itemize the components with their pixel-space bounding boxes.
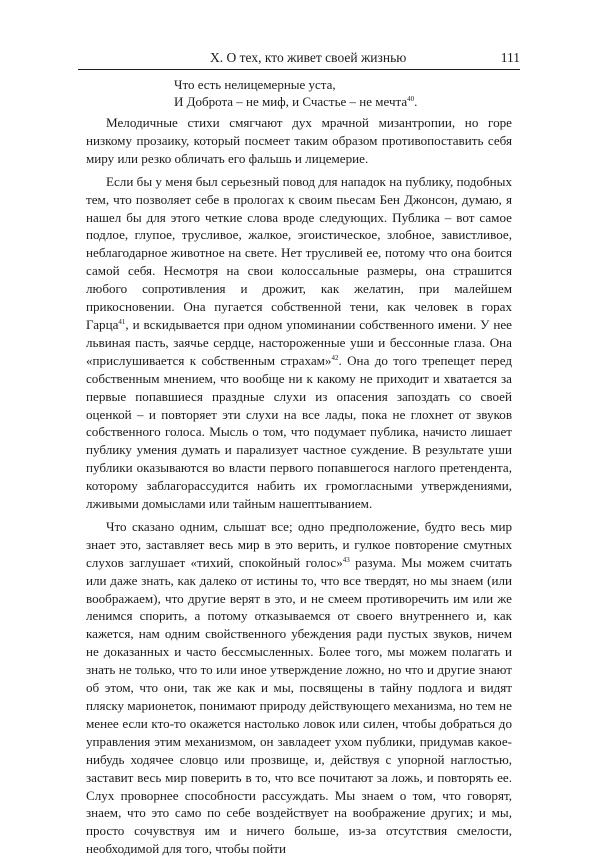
footnote-ref-42: 42 [331,353,339,362]
paragraph-2 [86,173,512,513]
running-header [78,50,520,70]
epigraph-line-2-text: И Доброта – не миф, и Счастье – не мечта [174,94,408,109]
paragraph-3-part-1: Что сказано одним, слышат все; одно предположение, будто весь мир знает это, заставляет весь мир в это верить, и гулкое повторение смутных слухов заглушает «тихий, спокойный голос» [86,518,512,570]
footnote-ref-40: 40 [407,95,415,103]
footnote-ref-43: 43 [342,555,350,564]
epigraph [174,76,417,110]
paragraph-2-part-3: . Она до того трепещет перед собственным мнением, что вообще ни к какому не приходит и хватается за первые попавшиеся праздные слухи из опасения запоздать со своей оценкой – и повторяет эти слухи на все лады, пока не глохнет от звуков собственного голоса. Мысль о том, что подумает публика, начисто лишает публику умения думать и парализует частное суждение. В результате уши публики оказываются во власти первого попавшегося наглого претендента, которому заблагорассудится набить их громогласными утверждениями, лживыми домыслами или тайным нашептыванием. [86,352,512,512]
paragraph-3-part-2: разума. Мы можем считать или даже знать, как далеко от истины то, что все твердят, но мы знаем (или воображаем), что другие верят в это, и не смеем противоречить им или же ленимся спорить, а потому отказываемся от своего внутреннего и, как кажется, нам одним свойственного убеждения ради пустых звуков, ничем не доказанных и часто бессмысленных. Более того, мы можем полагать и знать не только, что то или иное утверждение ложно, но что и другие знают об этом, что они, так же как и мы, посвящены в тайну подлога и видят пляску марионеток, понимают природу действующего механизма, но тем не менее если кто-то окажется настолько ловок или силен, чтобы добраться до управления этим механизмом, он завладеет ухом публики, придумав какое-нибудь ходячее словцо или прозвище, и, действуя с упорной наглостью, заставит весь мир поверить в то, что все почитают за ложь, и повторять ее. Слух проворнее способности рассуждать. Мы знаем о том, что говорят, знаем, что это само по себе воздействует на воображение других; и мы, просто сочувствуя им и ничего больше, из-за отсутствия смелости, необходимой для того, чтобы пойти [86,554,512,857]
body-text [86,114,512,858]
chapter-title: X. О тех, кто живет своей жизнью [210,50,407,65]
header-rule [78,69,520,70]
footnote-ref-41: 41 [118,317,126,326]
paragraph-1: Мелодичные стихи смягчают дух мрачной мизантропии, но горе низкому прозаику, который посмеет таким образом противопоставить себя миру или резко обличать его фальшь и лицемерие. [86,115,512,166]
epigraph-line-2: И Доброта – не миф, и Счастье – не мечта$^{40}$. [174,94,418,109]
paragraph-2-part-1: Если бы у меня был серьезный повод для нападок на публику, подобных тем, что позволяет себе в прологах к своим пьесам Бен Джонсон, думаю, я нашел бы для этого четкие слова вроде следующих. Публика – вот самое подлое, глупое, трусливое, жалкое, эгоистическое, злобное, завистливое, неблагодарное животное на свете. Нет трусливей ее, потому что она боится самой себя. Несмотря на свои колоссальные размеры, она страшится любого сопротивления и дрожит, как желатин, при малейшем прикосновении. Она пугается собственной тени, как человек в горах Гарца [86,173,512,332]
paragraph-2-part-2: , и вскидывается при одном упоминании собственного имени. У нее львиная пасть, заячье сердце, настороженные уши и бессонные глаза. Она «прислушивается к собственным страхам» [86,316,512,368]
page-number: 111 [500,50,520,65]
epigraph-line-1: Что есть нелицемерные уста, [174,77,336,92]
paragraph-3 [86,518,512,858]
